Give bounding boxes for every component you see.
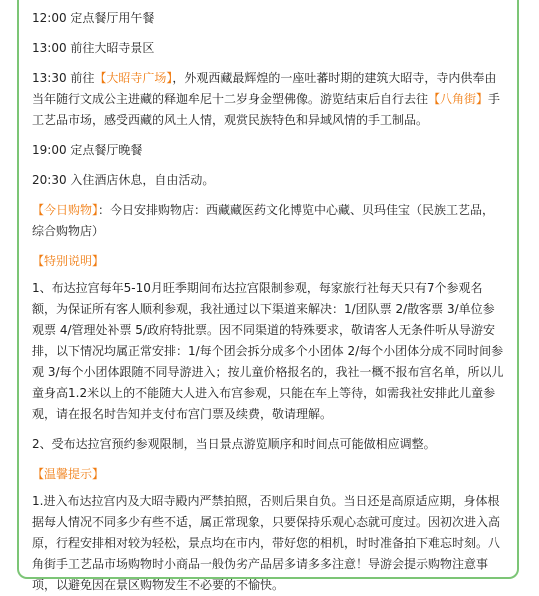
special-item-2: 2、受布达拉宫预约参观限制，当日景点游览顺序和时间点可能做相应调整。 bbox=[32, 437, 436, 451]
shopping-text: ：今日安排购物店：西藏藏医药文化博览中心藏、贝玛佳宝（民族工艺品，综合购物店） bbox=[32, 203, 495, 238]
dinner-item: 19:00 定点餐厅晚餐 bbox=[32, 143, 143, 157]
visit-prefix: 13:30 前往 bbox=[32, 71, 95, 85]
shopping-label: 【今日购物】 bbox=[32, 203, 99, 217]
itinerary-content bbox=[32, 8, 506, 596]
shopping-note bbox=[32, 200, 506, 242]
lunch-item: 12:00 定点餐厅用午餐 bbox=[32, 11, 155, 25]
hotel-item: 20:30 入住酒店休息，自由活动。 bbox=[32, 173, 215, 187]
special-heading: 【特别说明】 bbox=[32, 254, 105, 268]
visit-suffix: 手工艺品市场，感受西藏的风土人情，观赏民族特色和异域风情的手工制品。 bbox=[32, 92, 501, 127]
tips-text: 1.进入布达拉宫内及大昭寺殿内严禁拍照，否则后果自负。当日还是高原适应期，身体根据每人情况不同多少有些不适，属正常现象，只要保持乐观心态就可度过。因初次进入高原，行程安排相对较为轻松，景点均在市内，带好您的相机，时时准备拍下难忘时刻。八角街手工艺品市场购物时小商品一般伪劣产品居多请多多注意！导游会提示购物注意事项，以避免因在景区购物发生不必要的不愉快。 bbox=[32, 494, 501, 592]
place-barkhor-street: 【八角街】 bbox=[428, 92, 489, 106]
special-item-1: 1、布达拉宫每年5-10月旺季期间布达拉宫限制参观，每家旅行社每天只有7个参观名额，为保证所有客人顺利参观，我社通过以下渠道来解决：1/团队票 2/散客票 3/单位参观票 4/管理处补票 5/政府特批票。因不同渠道的特殊要求，敬请客人无条件听从导游安排，以下情况均属正常安排：1/每个团会拆分成多个小团体 2/每个小团体分成不同时间参观 3/每个小团体跟随不同导游进入；按儿童价格报名的，我社一概不报布宫名单，所以儿童身高1.2米以上的不能随大人进入布宫参观，只能在车上等待，如需我社安排此儿童参观，请在报名时告知并支付布宫门票及续费，敬请理解。 bbox=[32, 281, 504, 421]
visit-item bbox=[32, 68, 506, 131]
place-dazhao-square: 【大昭寺广场】 bbox=[94, 71, 173, 85]
itinerary-panel bbox=[17, 0, 519, 592]
visit-description: ，外观西藏最辉煌的一座吐蕃时期的建筑大昭寺，寺内供奉由当年随行文成公主进藏的释迦牟尼十二岁身金塑佛像。游览结束后自行去往 bbox=[32, 71, 497, 106]
tips-heading: 【温馨提示】 bbox=[32, 467, 105, 481]
depart-item: 13:00 前往大昭寺景区 bbox=[32, 41, 155, 55]
